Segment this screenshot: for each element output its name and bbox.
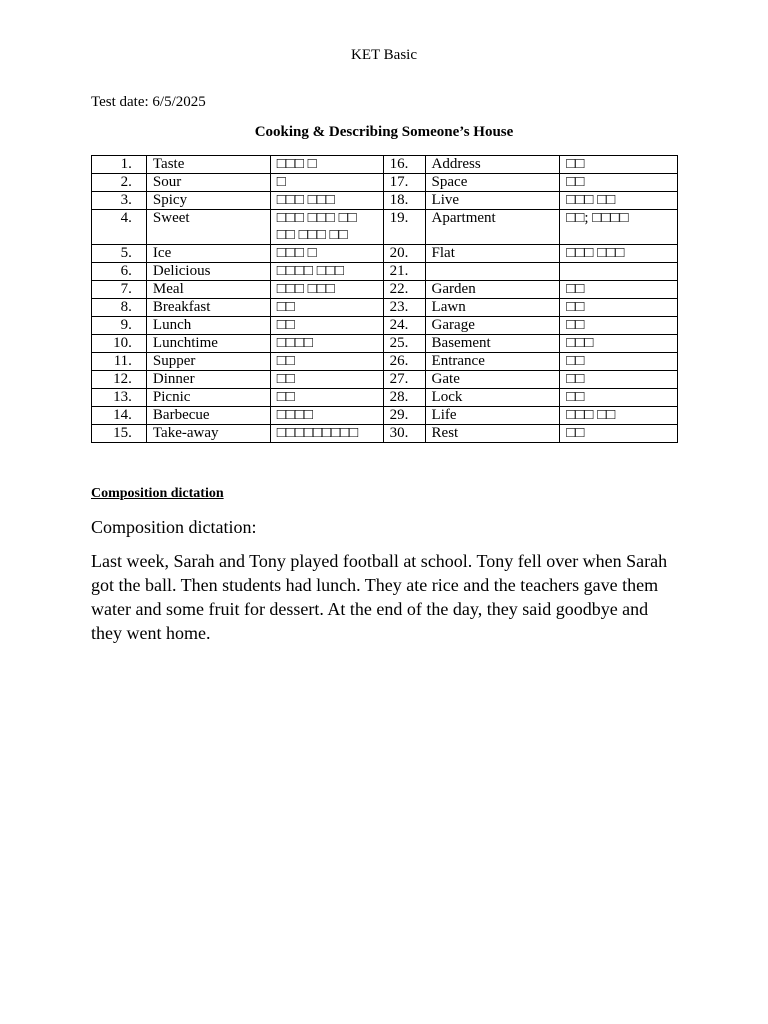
item-number: 23. <box>383 299 425 317</box>
table-row <box>92 335 678 353</box>
item-number: 8. <box>92 299 147 317</box>
table-row <box>92 371 678 389</box>
vocab-word: Entrance <box>425 353 560 371</box>
item-number: 12. <box>92 371 147 389</box>
vocab-translation: □□ <box>560 389 678 407</box>
item-number: 28. <box>383 389 425 407</box>
vocab-translation: □□ <box>560 299 678 317</box>
vocab-word: Flat <box>425 245 560 263</box>
section-heading: Composition dictation <box>91 486 224 501</box>
vocab-word <box>425 263 560 281</box>
vocab-word: Lawn <box>425 299 560 317</box>
item-number: 11. <box>92 353 147 371</box>
vocab-word: Delicious <box>146 263 270 281</box>
vocab-word: Take-away <box>146 425 270 443</box>
vocab-word: Sour <box>146 174 270 192</box>
vocab-translation: □□□□□□□□□ <box>270 425 383 443</box>
vocab-word: Breakfast <box>146 299 270 317</box>
vocab-word: Apartment <box>425 210 560 245</box>
vocab-translation: □□□□ <box>270 335 383 353</box>
item-number: 5. <box>92 245 147 263</box>
item-number: 19. <box>383 210 425 245</box>
item-number: 17. <box>383 174 425 192</box>
vocab-word: Gate <box>425 371 560 389</box>
vocab-word: Spicy <box>146 192 270 210</box>
vocab-word: Life <box>425 407 560 425</box>
vocabulary-table <box>91 155 678 443</box>
item-number: 13. <box>92 389 147 407</box>
item-number: 30. <box>383 425 425 443</box>
vocab-translation: □□ <box>560 425 678 443</box>
item-number: 15. <box>92 425 147 443</box>
vocab-translation: □□□ □□□ <box>270 192 383 210</box>
table-row <box>92 210 678 245</box>
table-row <box>92 174 678 192</box>
vocab-translation: □□□ <box>560 335 678 353</box>
vocab-word: Barbecue <box>146 407 270 425</box>
document-header: KET Basic <box>351 47 417 63</box>
document-title: Cooking & Describing Someone’s House <box>254 124 514 140</box>
item-number: 9. <box>92 317 147 335</box>
vocab-word: Meal <box>146 281 270 299</box>
vocab-translation: □□ <box>560 317 678 335</box>
table-row <box>92 425 678 443</box>
vocab-word: Picnic <box>146 389 270 407</box>
vocab-word: Address <box>425 156 560 174</box>
vocab-word: Live <box>425 192 560 210</box>
vocab-translation: □□ <box>560 371 678 389</box>
vocab-translation: □□ <box>560 156 678 174</box>
item-number: 6. <box>92 263 147 281</box>
vocab-word: Lunch <box>146 317 270 335</box>
vocab-translation: □□□□ □□□ <box>270 263 383 281</box>
vocab-word: Garden <box>425 281 560 299</box>
vocab-translation: □□ <box>270 299 383 317</box>
vocab-translation: □ <box>270 174 383 192</box>
item-number: 22. <box>383 281 425 299</box>
vocab-translation: □□□ □ <box>270 245 383 263</box>
vocab-translation: □□ <box>270 317 383 335</box>
vocabulary-table-body <box>92 156 678 443</box>
table-row <box>92 317 678 335</box>
vocab-word: Sweet <box>146 210 270 245</box>
item-number: 10. <box>92 335 147 353</box>
table-row <box>92 192 678 210</box>
vocab-translation: □□□ □□ <box>560 407 678 425</box>
vocab-translation: □□ <box>270 389 383 407</box>
table-row <box>92 156 678 174</box>
vocab-translation: □□ <box>560 281 678 299</box>
vocab-word: Ice <box>146 245 270 263</box>
item-number: 26. <box>383 353 425 371</box>
vocab-word: Space <box>425 174 560 192</box>
table-row <box>92 353 678 371</box>
dictation-label: Composition dictation: <box>91 517 257 537</box>
item-number: 27. <box>383 371 425 389</box>
vocab-translation: □□; □□□□ <box>560 210 678 245</box>
vocab-translation: □□□ □□□ □□ □□ □□□ □□ <box>270 210 383 245</box>
item-number: 16. <box>383 156 425 174</box>
item-number: 7. <box>92 281 147 299</box>
vocab-translation: □□□ □□ <box>560 192 678 210</box>
table-row <box>92 389 678 407</box>
vocab-word: Dinner <box>146 371 270 389</box>
vocab-word: Supper <box>146 353 270 371</box>
item-number: 4. <box>92 210 147 245</box>
table-row <box>92 407 678 425</box>
vocab-translation: □□□□ <box>270 407 383 425</box>
table-row <box>92 263 678 281</box>
vocab-word: Rest <box>425 425 560 443</box>
item-number: 20. <box>383 245 425 263</box>
vocab-translation: □□ <box>270 353 383 371</box>
item-number: 18. <box>383 192 425 210</box>
item-number: 1. <box>92 156 147 174</box>
dictation-paragraph: Last week, Sarah and Tony played football at school. Tony fell over when Sarah got the ball. Then students had lunch. They ate rice and the teachers gave them water and some fruit for dessert. At the end of the day, they said goodbye and they went home. <box>91 551 668 643</box>
vocab-word: Garage <box>425 317 560 335</box>
vocab-translation: □□ <box>560 174 678 192</box>
item-number: 21. <box>383 263 425 281</box>
item-number: 14. <box>92 407 147 425</box>
test-date: Test date: 6/5/2025 <box>91 94 206 110</box>
vocab-word: Lock <box>425 389 560 407</box>
vocab-word: Lunchtime <box>146 335 270 353</box>
vocab-translation: □□□ □□□ <box>270 281 383 299</box>
vocab-word: Taste <box>146 156 270 174</box>
vocab-translation: □□ <box>270 371 383 389</box>
table-row <box>92 245 678 263</box>
item-number: 25. <box>383 335 425 353</box>
item-number: 2. <box>92 174 147 192</box>
vocab-translation: □□□ □ <box>270 156 383 174</box>
vocab-word: Basement <box>425 335 560 353</box>
table-row <box>92 299 678 317</box>
vocab-translation: □□ <box>560 353 678 371</box>
item-number: 29. <box>383 407 425 425</box>
item-number: 3. <box>92 192 147 210</box>
item-number: 24. <box>383 317 425 335</box>
table-row <box>92 281 678 299</box>
vocab-translation <box>560 263 678 281</box>
vocab-translation: □□□ □□□ <box>560 245 678 263</box>
